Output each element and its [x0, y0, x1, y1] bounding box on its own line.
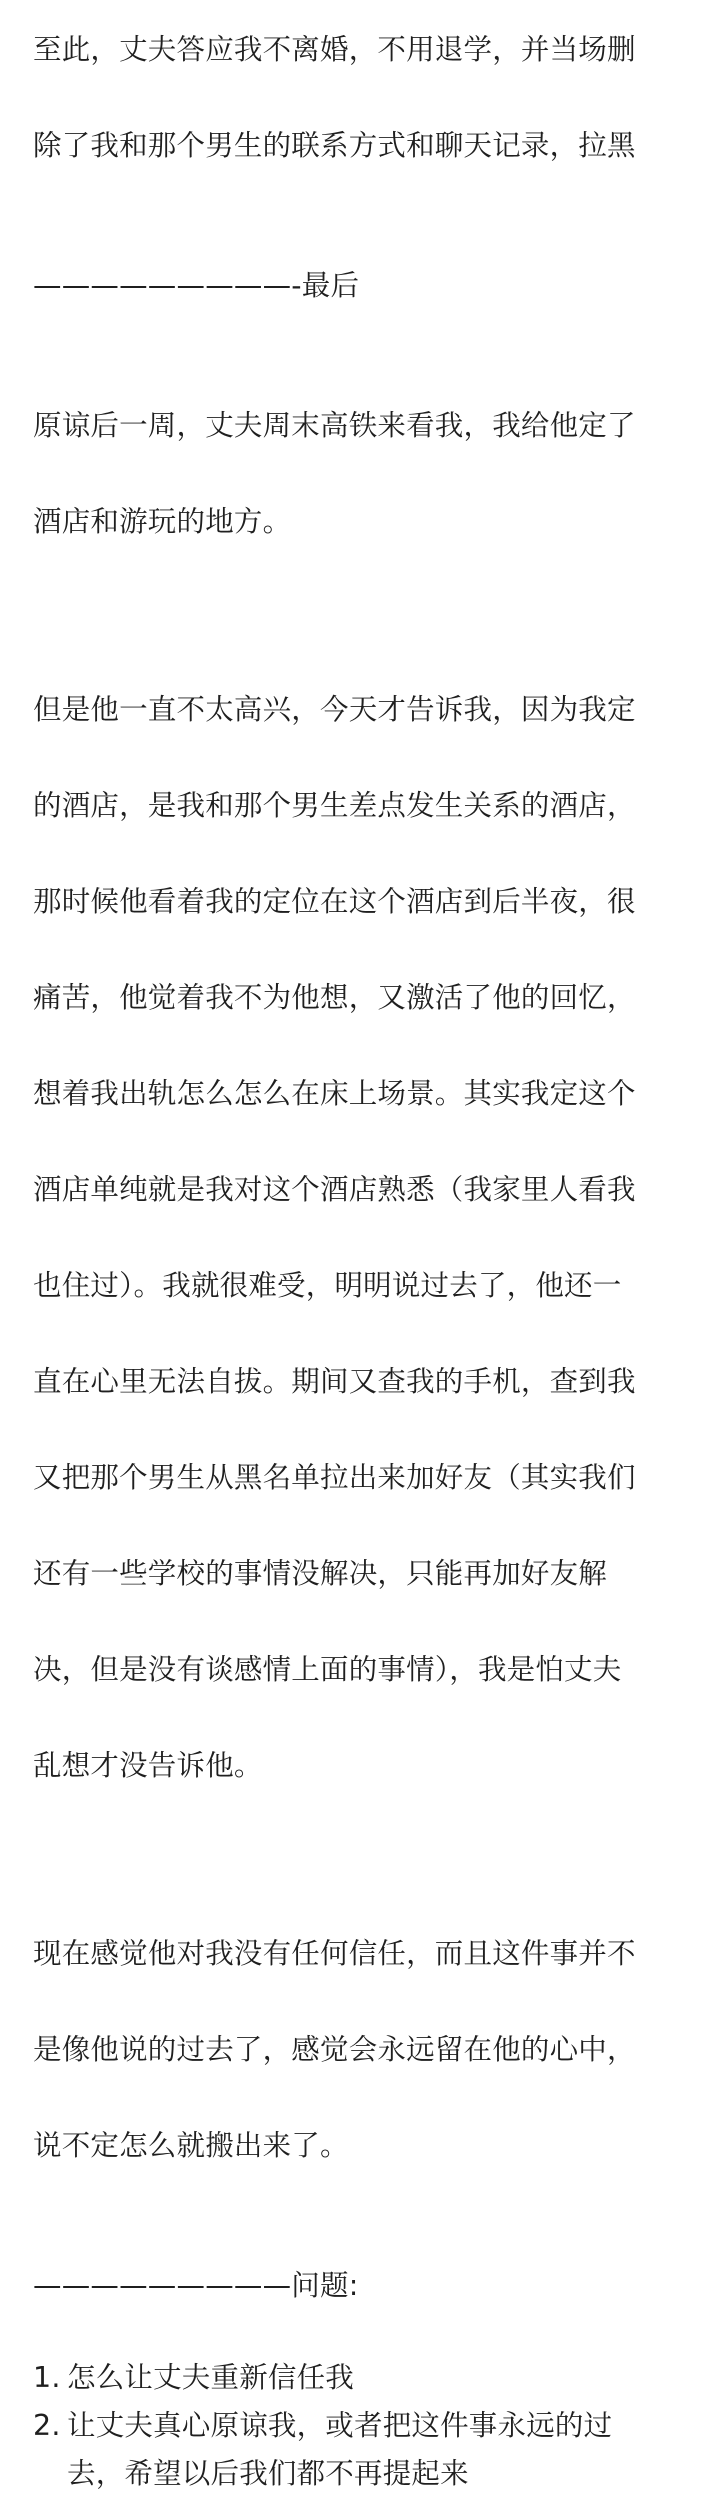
text-line: 除了我和那个男生的联系方式和聊天记录，拉黑	[33, 129, 636, 162]
list-item-text: 去，希望以后我们都不再提起来	[67, 2457, 469, 2490]
question-list	[33, 2354, 665, 2498]
text-line: 想着我出轨怎么怎么在床上场景。其实我定这个	[33, 1077, 636, 1110]
text-line: 决，但是没有谈感情上面的事情），我是怕丈夫	[33, 1653, 622, 1686]
text-line: 至此，丈夫答应我不离婚，不用退学，并当场删	[33, 33, 636, 66]
section-divider-question: —————————问题:	[33, 2269, 359, 2302]
text-line: 说不定怎么就搬出来了。	[33, 2129, 349, 2162]
list-item-text: 怎么让丈夫重新信任我	[67, 2361, 355, 2394]
text-line: 又把那个男生从黑名单拉出来加好友（其实我们	[33, 1461, 636, 1494]
list-item	[33, 2354, 665, 2402]
text-line: 是像他说的过去了，感觉会永远留在他的心中，	[33, 2033, 636, 2066]
text-line: 现在感觉他对我没有任何信任，而且这件事并不	[33, 1937, 636, 1970]
paragraph-explanation	[33, 638, 665, 1838]
text-line: 还有一些学校的事情没解决，只能再加好友解	[33, 1557, 608, 1590]
paragraph-hotel	[33, 354, 665, 594]
list-item-number: 2.	[33, 2409, 61, 2442]
paragraph-trust	[33, 1882, 665, 2218]
text-line: 痛苦，他觉着我不为他想，又激活了他的回忆，	[33, 981, 636, 1014]
text-line: 乱想才没告诉他。	[33, 1749, 263, 1782]
text-line: 那时候他看着我的定位在这个酒店到后半夜，很	[33, 885, 636, 918]
text-line: 酒店和游玩的地方。	[33, 505, 292, 538]
text-line: 原谅后一周，丈夫周末高铁来看我，我给他定了	[33, 409, 636, 442]
text-line: 的酒店，是我和那个男生差点发生关系的酒店，	[33, 789, 636, 822]
list-item	[33, 2402, 665, 2498]
text-line: 酒店单纯就是我对这个酒店熟悉（我家里人看我	[33, 1173, 636, 1206]
paragraph-intro	[33, 0, 665, 218]
text-line: 直在心里无法自拔。期间又查我的手机，查到我	[33, 1365, 636, 1398]
list-item-number: 1.	[33, 2361, 61, 2394]
text-line: 也住过）。我就很难受，明明说过去了，他还一	[33, 1269, 622, 1302]
article-body	[33, 0, 665, 2498]
section-divider-last: —————————-最后	[33, 269, 360, 302]
list-item-text: 让丈夫真心原谅我，或者把这件事永远的过	[67, 2409, 613, 2442]
text-line: 但是他一直不太高兴，今天才告诉我，因为我定	[33, 693, 636, 726]
